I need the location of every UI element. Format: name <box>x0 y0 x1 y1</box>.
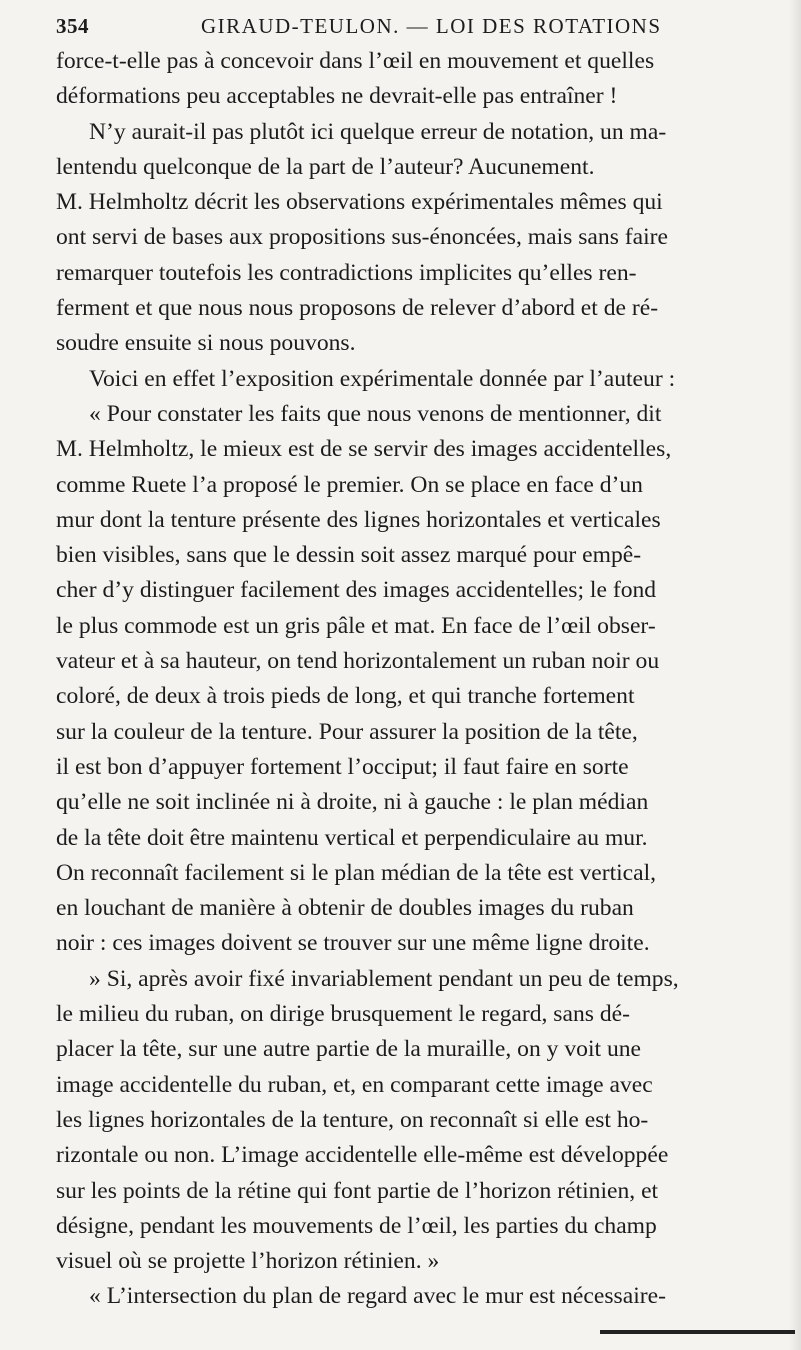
text-line: M. Helmholtz décrit les observations expérimentales mêmes qui <box>56 189 663 216</box>
text-line: Voici en effet l’exposition expérimentale donnée par l’auteur : <box>89 365 676 392</box>
text-line: coloré, de deux à trois pieds de long, et qui tranche fortement <box>56 683 635 710</box>
text-line: force-t-elle pas à concevoir dans l’œil en mouvement et quelles <box>56 48 655 74</box>
text-line: bien visibles, sans que le dessin soit assez marqué pour empê- <box>56 542 642 569</box>
text-line: le milieu du ruban, on dirige brusquement le regard, sans dé- <box>56 1001 630 1028</box>
text-line: vateur et à sa hauteur, on tend horizontalement un ruban noir ou <box>56 648 660 675</box>
text-line: en louchant de manière à obtenir de doubles images du ruban <box>56 895 634 922</box>
text-line: cher d’y distinguer facilement des images accidentelles; le fond <box>56 577 657 604</box>
text-line: M. Helmholtz, le mieux est de se servir des images accidentelles, <box>56 436 672 463</box>
text-line: qu’elle ne soit inclinée ni à droite, ni à gauche : le plan médian <box>56 789 649 816</box>
page-number: 354 <box>56 14 89 38</box>
running-head: GIRAUD-TEULON. — LOI DES ROTATIONS <box>201 14 662 38</box>
text-line: image accidentelle du ruban, et, en comparant cette image avec <box>56 1071 653 1098</box>
text-line: soudre ensuite si nous pouvons. <box>56 330 356 357</box>
text-line: lentendu quelconque de la part de l’auteur? Aucunement. <box>56 153 595 180</box>
text-line: N’y aurait-il pas plutôt ici quelque erreur de notation, un ma- <box>89 118 667 145</box>
text-line: ferment et que nous nous proposons de relever d’abord et de ré- <box>56 295 659 322</box>
text-line: sur les points de la rétine qui font partie de l’horizon rétinien, et <box>56 1177 659 1204</box>
text-line: mur dont la tenture présente des lignes horizontales et verticales <box>56 506 661 533</box>
text-line: désigne, pendant les mouvements de l’œil, les parties du champ <box>56 1212 657 1239</box>
text-line: les lignes horizontales de la tenture, on reconnaît si elle est ho- <box>56 1106 649 1133</box>
text-line: il est bon d’appuyer fortement l’occiput; il faut faire en sorte <box>56 753 629 780</box>
text-line: sur la couleur de la tenture. Pour assurer la position de la tête, <box>56 718 638 745</box>
text-line: placer la tête, sur une autre partie de la muraille, on y voit une <box>56 1036 642 1063</box>
text-line: le plus commode est un gris pâle et mat. En face de l’œil obser- <box>56 612 656 639</box>
body-text <box>56 44 784 1315</box>
text-line: ont servi de bases aux propositions sus-énoncées, mais sans faire <box>56 224 668 251</box>
text-line: rizontale ou non. L’image accidentelle elle-même est développée <box>56 1142 669 1169</box>
text-line: visuel où se projette l’horizon rétinien. » <box>56 1248 440 1275</box>
text-line: comme Ruete l’a proposé le premier. On se place en face d’un <box>56 471 643 498</box>
text-line: » Si, après avoir fixé invariablement pendant un peu de temps, <box>89 965 679 992</box>
bottom-edge-mark <box>600 1330 795 1334</box>
text-line: de la tête doit être maintenu vertical et perpendiculaire au mur. <box>56 824 648 851</box>
text-line: « L’intersection du plan de regard avec le mur est nécessaire- <box>89 1283 666 1310</box>
text-line: « Pour constater les faits que nous venons de mentionner, dit <box>89 400 662 427</box>
page-header <box>56 14 776 44</box>
text-line: déformations peu acceptables ne devrait-elle pas entraîner ! <box>56 83 618 110</box>
text-line: noir : ces images doivent se trouver sur une même ligne droite. <box>56 930 650 957</box>
page-edge-shadow <box>789 0 801 1350</box>
text-line: On reconnaît facilement si le plan médian de la tête est vertical, <box>56 859 657 886</box>
text-line: remarquer toutefois les contradictions implicites qu’elles ren- <box>56 259 637 286</box>
